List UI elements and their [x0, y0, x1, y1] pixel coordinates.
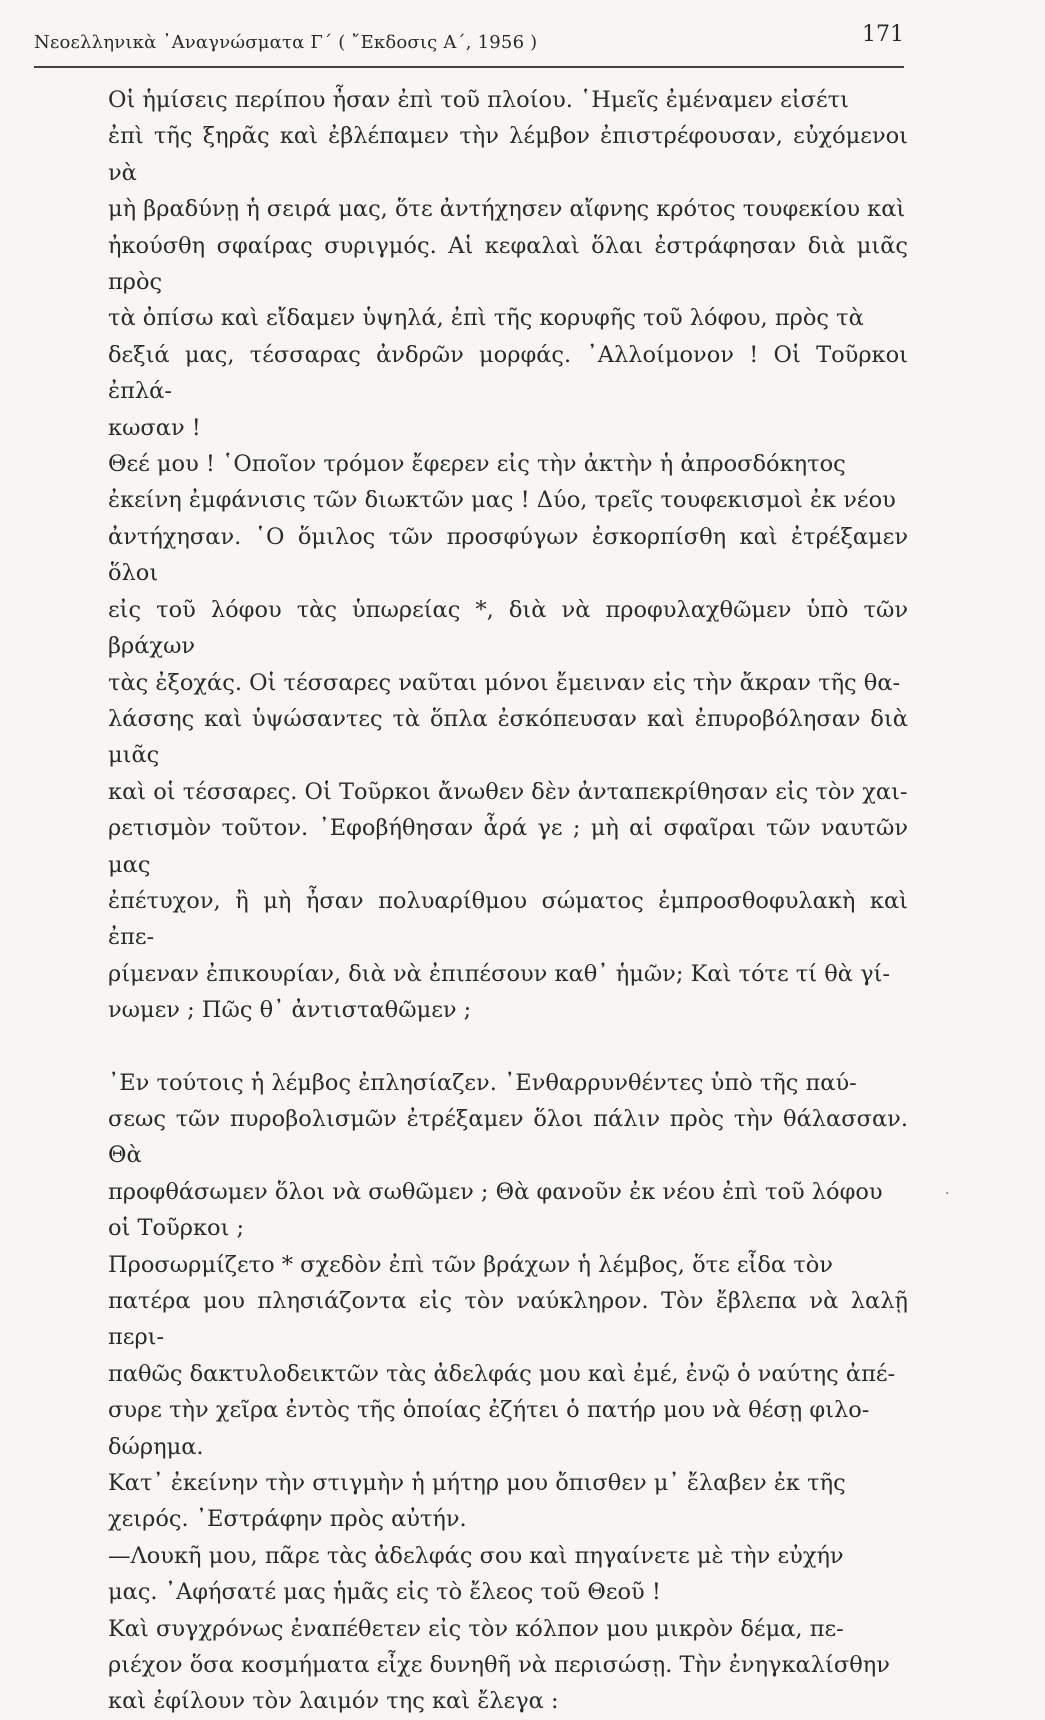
text-line: ριέχον ὅσα κοσμήματα εἶχε δυνηθῆ νὰ περισώσῃ. Τὴν ἐνηγκαλίσθην — [108, 1652, 890, 1679]
text-line: πατέρα μου πλησιάζοντα εἰς τὸν ναύκληρον. Τὸν ἔβλεπα νὰ λαλῇ περι- — [108, 1288, 908, 1351]
text-line: ἀντήχησαν. ῾Ο ὅμιλος τῶν προσφύγων ἐσκορπίσθη καὶ ἐτρέξαμεν ὅλοι — [108, 523, 908, 587]
text-line: καὶ οἱ τέσσαρες. Οἱ Τοῦρκοι ἄνωθεν δὲν ἀνταπεκρίθησαν εἰς τὸν χαι- — [108, 778, 908, 805]
text-line: ρίμεναν ἐπικουρίαν, διὰ νὰ ἐπιπέσουν καθ᾿ ἡμῶν; Καὶ τότε τί θὰ γί- — [108, 960, 890, 987]
text-line: μὴ βραδύνῃ ἡ σειρά μας, ὅτε ἀντήχησεν αἴφνης κρότος τουφεκίου καὶ — [108, 196, 906, 223]
section-two — [108, 1065, 908, 1720]
text-line: Κατ᾿ ἐκείνην τὴν στιγμὴν ἡ μήτηρ μου ὄπισθεν μ᾿ ἔλαβεν ἐκ τῆς — [108, 1470, 846, 1497]
section-one — [108, 82, 908, 1029]
page-number: 171 — [862, 22, 904, 47]
text-line: χειρός. ᾿Εστράφην πρὸς αὐτήν. — [108, 1506, 467, 1533]
text-line: Θεέ μου ! ῾Οποῖον τρόμον ἔφερεν εἰς τὴν ἀκτὴν ἡ ἀπροσδόκητος — [108, 451, 846, 478]
text-line: εἰς τοῦ λόφου τὰς ὑπωρείας *, διὰ νὰ προφυλαχθῶμεν ὑπὸ τῶν βράχων — [108, 596, 908, 660]
margin-mark: · — [945, 1186, 950, 1202]
text-line: Προσωρμίζετο * σχεδὸν ἐπὶ τῶν βράχων ἡ λέμβος, ὅτε εἶδα τὸν — [108, 1251, 833, 1278]
text-line: λάσσης καὶ ὑψώσαντες τὰ ὅπλα ἐσκόπευσαν καὶ ἐπυροβόλησαν διὰ μιᾶς — [108, 705, 908, 769]
text-line: μας. ᾿Αφήσατέ μας ἡμᾶς εἰς τὸ ἔλεος τοῦ Θεοῦ ! — [108, 1579, 661, 1606]
text-line: καὶ ἐφίλουν τὸν λαιμόν της καὶ ἔλεγα : — [108, 1688, 559, 1715]
body-text — [108, 82, 908, 1720]
text-line: σεως τῶν πυροβολισμῶν ἐτρέξαμεν ὅλοι πάλιν πρὸς τὴν θάλασσαν. Θὰ — [108, 1105, 908, 1169]
text-line: νωμεν ; Πῶς θ᾿ ἀντισταθῶμεν ; — [108, 997, 472, 1024]
text-line: ἐπέτυχον, ἢ μὴ ἦσαν πολυαρίθμου σώματος ἐμπροσθοφυλακὴ καὶ ἐπε- — [108, 887, 908, 951]
text-line: ἠκούσθη σφαίρας συριγμός. Αἱ κεφαλαὶ ὅλαι ἐστράφησαν διὰ μιᾶς πρὸς — [108, 232, 908, 296]
text-line: παθῶς δακτυλοδεικτῶν τὰς ἀδελφάς μου καὶ ἐμέ, ἐνῷ ὁ ναύτης ἀπέ- — [108, 1360, 896, 1387]
text-line: οἱ Τοῦρκοι ; — [108, 1215, 245, 1242]
text-line: ᾿Εν τούτοις ἡ λέμβος ἐπλησίαζεν. ᾿Ενθαρρυνθέντες ὑπὸ τῆς παύ- — [108, 1069, 857, 1096]
text-line: τὰ ὀπίσω καὶ εἴδαμεν ὑψηλά, ἐπὶ τῆς κορυφῆς τοῦ λόφου, πρὸς τὰ — [108, 305, 864, 332]
text-line: δεξιά μας, τέσσαρας ἀνδρῶν μορφάς. ᾿Αλλοίμονον ! Οἱ Τοῦρκοι ἐπλά- — [108, 341, 908, 405]
text-line: Οἱ ἡμίσεις περίπου ἦσαν ἐπὶ τοῦ πλοίου. ῾Ημεῖς ἐμέναμεν εἰσέτι — [108, 87, 849, 113]
running-title: Νεοελληνικὰ ᾿Αναγνώσματα Γ΄ ( ῎Εκδοσις Α΄, 1956 ) — [34, 32, 538, 53]
text-line: προφθάσωμεν ὅλοι νὰ σωθῶμεν ; Θὰ φανοῦν ἐκ νέου ἐπὶ τοῦ λόφου — [108, 1178, 883, 1205]
text-line: ἐπὶ τῆς ξηρᾶς καὶ ἐβλέπαμεν τὴν λέμβον ἐπιστρέφουσαν, εὐχόμενοι νὰ — [108, 123, 908, 186]
text-line: Καὶ συγχρόνως ἐναπέθετεν εἰς τὸν κόλπον μου μικρὸν δέμα, πε- — [108, 1615, 844, 1642]
header-rule — [34, 66, 904, 68]
text-line: ἐκείνη ἐμφάνισις τῶν διωκτῶν μας ! Δύο, τρεῖς τουφεκισμοὶ ἐκ νέου — [108, 487, 896, 514]
text-line: ρετισμὸν τοῦτον. ᾿Εφοβήθησαν ἆρά γε ; μὴ αἱ σφαῖραι τῶν ναυτῶν μας — [108, 815, 908, 878]
text-line: συρε τὴν χεῖρα ἐντὸς τῆς ὁποίας ἐζήτει ὁ πατήρ μου νὰ θέσῃ φιλο- — [108, 1397, 870, 1424]
section-break — [108, 1029, 908, 1065]
text-line: —Λουκῆ μου, πᾶρε τὰς ἀδελφάς σου καὶ πηγαίνετε μὲ τὴν εὐχήν — [108, 1542, 844, 1569]
text-line: τὰς ἐξοχάς. Οἱ τέσσαρες ναῦται μόνοι ἔμειναν εἰς τὴν ἄκραν τῆς θα- — [108, 669, 901, 696]
text-line: δώρημα. — [108, 1433, 204, 1460]
text-line: κωσαν ! — [108, 414, 201, 441]
page-header — [34, 14, 904, 66]
